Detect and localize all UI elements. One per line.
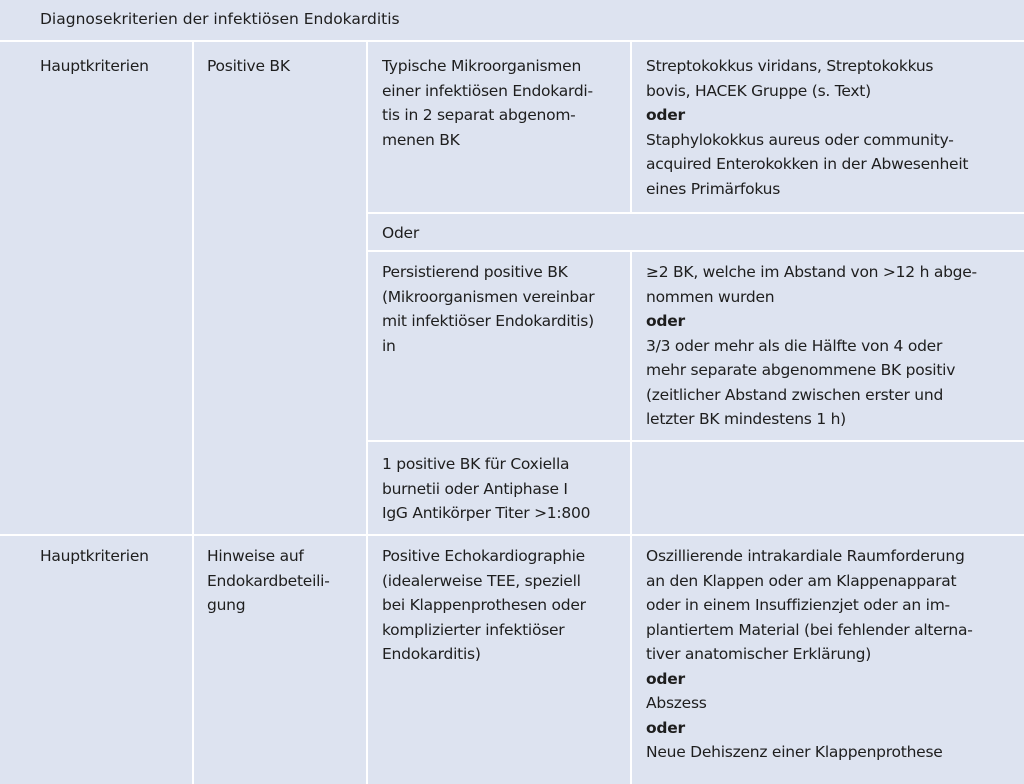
row1a-detail: Streptokokkus viridans, Streptokokkus bovis, HACEK Gruppe (s. Text) oder Staphylokokkus aureus oder community- acquired Enterokokken in der Abwesenheit eines Primärfokus: [646, 54, 1022, 201]
row2-detail: Oszillierende intrakardiale Raumforderung an den Klappen oder am Klappenapparat oder in einem Insuffizienzjet oder an im- plantiertem Material (bei fehlender alterna- tiver anatomischer Erklärung) oder Abszess oder Neue Dehiszenz einer Klappenprothese: [646, 544, 1022, 765]
oder-row: Oder: [382, 221, 982, 246]
oder-label: oder: [646, 312, 685, 330]
separator-caption: [0, 40, 1024, 42]
separator-col-2-row2: [366, 536, 368, 784]
oder-label: oder: [646, 718, 685, 737]
row1c-beschreibung: 1 positive BK für Coxiella burnetii oder Antiphase I IgG Antikörper Titer >1:800: [382, 452, 628, 526]
separator-col-1: [192, 42, 194, 534]
row1-kriterium: Hauptkriterien: [40, 54, 190, 79]
separator-col-3-row2: [630, 536, 632, 784]
row1a-beschreibung: Typische Mikroorganismen einer infektiösen Endokardi- tis in 2 separat abgenom- menen BK: [382, 54, 628, 152]
row1b-beschreibung: Persistierend positive BK (Mikroorganismen vereinbar mit infektiöser Endokarditis) in: [382, 260, 628, 358]
separator-row-b: [366, 440, 1024, 442]
oder-label: oder: [646, 106, 685, 124]
separator-oder-row: [366, 250, 1024, 252]
separator-row-a: [366, 212, 1024, 214]
row2-beschreibung: Positive Echokardiographie (idealerweise TEE, speziell bei Klappenprothesen oder komplizierter infektiöser Endokarditis): [382, 544, 628, 667]
row1-kategorie: Positive BK: [207, 54, 362, 79]
row2-kategorie: Hinweise auf Endokardbeteili- gung: [207, 544, 362, 618]
separator-section: [0, 534, 1024, 536]
row1b-detail: ≥2 BK, welche im Abstand von >12 h abge- nommen wurden oder 3/3 oder mehr als die Hälfte von 4 oder mehr separate abgenommene BK positiv (zeitlicher Abstand zwischen erster und letzter BK mindestens 1 h): [646, 260, 1022, 432]
separator-col-3-a: [630, 42, 632, 212]
table-caption-text: Diagnosekriterien der infektiösen Endokarditis: [40, 10, 400, 28]
separator-col-3-b: [630, 252, 632, 534]
table-caption: [0, 0, 1024, 40]
separator-col-2: [366, 42, 368, 534]
row2-kriterium: Hauptkriterien: [40, 544, 190, 569]
oder-label: oder: [646, 669, 685, 688]
separator-col-1-row2: [192, 536, 194, 784]
